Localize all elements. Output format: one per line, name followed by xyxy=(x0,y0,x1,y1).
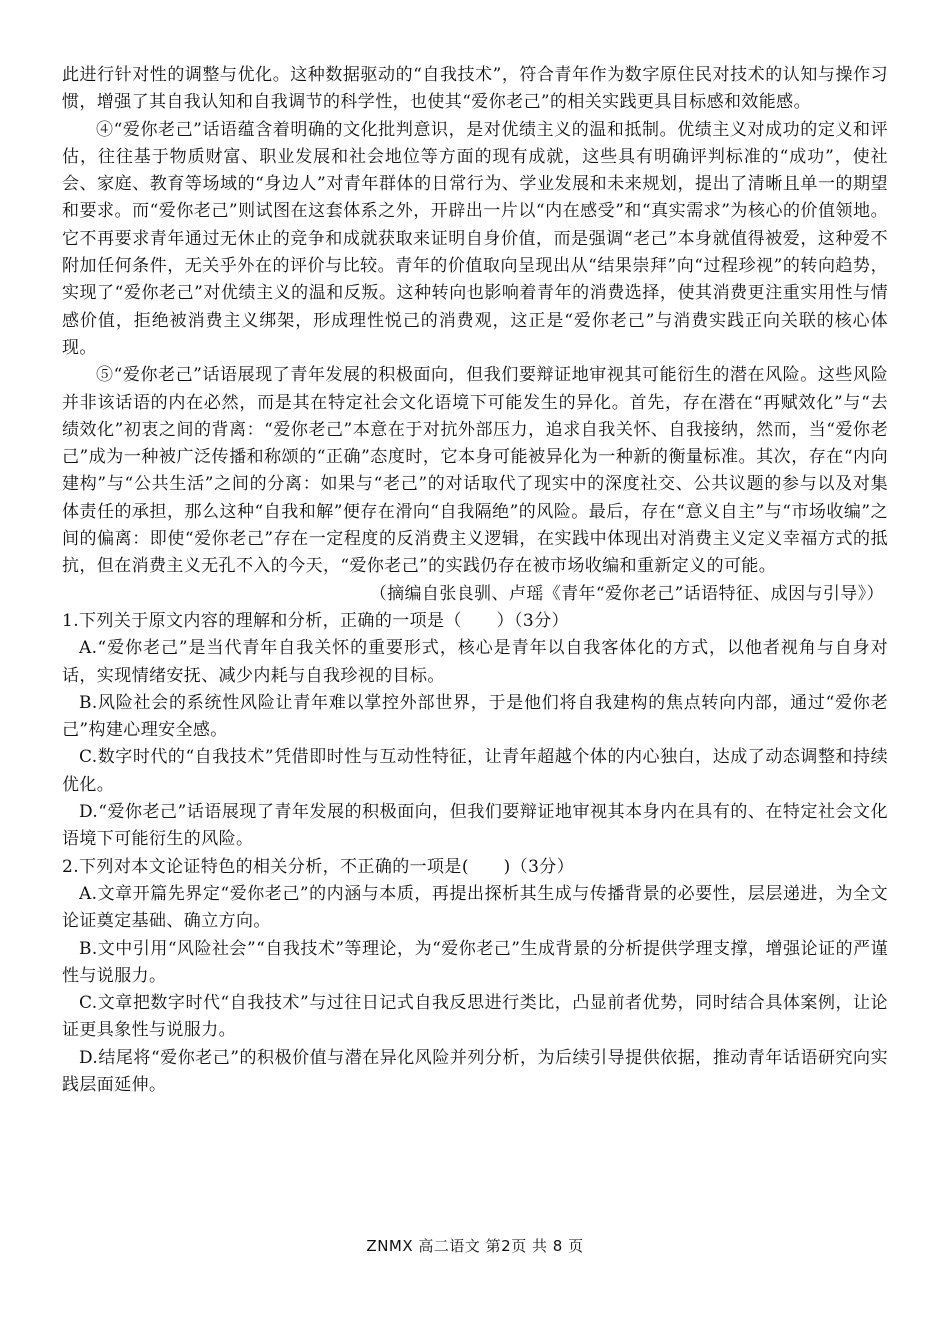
question-2-option-c: C.文章把数字时代“自我技术”与过往日记式自我反思进行类比，凸显前者优势，同时结合具体案例，让论证更具象性与说服力。 xyxy=(62,993,888,1041)
question-1-option-c: C.数字时代的“自我技术”凭借即时性与互动性特征，让青年超越个体的内心独白，达成了动态调整和持续优化。 xyxy=(62,747,888,795)
exam-page xyxy=(62,62,888,1099)
question-1-stem: 1.下列关于原文内容的理解和分析，正确的一项是（ ）（3分） xyxy=(62,610,569,631)
article-paragraph-4: ④“爱你老己”话语蕴含着明确的文化批判意识，是对优绩主义的温和抵制。优绩主义对成功的定义和评估，往往基于物质财富、职业发展和社会地位等方面的现有成就，这些具有明确评判标准的“成功”，使社会、家庭、教育等场域的“身边人”对青年群体的日常行为、学业发展和未来规划，提出了清晰且单一的期望和要求。而“爱你老己”则试图在这套体系之外，开辟出一片以“内在感受”和“真实需求”为核心的价值领地。它不再要求青年通过无休止的竞争和成就获取来证明自身价值，而是强调“老己”本身就值得被爱，这种爱不附加任何条件，无关乎外在的评价与比较。青年的价值取向呈现出从“结果崇拜”向“过程珍视”的转向趋势，实现了“爱你老己”对优绩主义的温和反叛。这种转向也影响着青年的消费选择，使其消费更注重实用性与情感价值，拒绝被消费主义绑架，形成理性悦己的消费观，这正是“爱你老己”与消费实践正向关联的核心体现。 xyxy=(62,119,888,358)
question-1-option-b: B.风险社会的系统性风险让青年难以掌控外部世界，于是他们将自我建构的焦点转向内部，通过“爱你老己”构建心理安全感。 xyxy=(62,692,888,741)
question-2-option-b: B.文中引用“风险社会”“自我技术”等理论，为“爱你老己”生成背景的分析提供学理支撑，增强论证的严谨性与说服力。 xyxy=(62,938,888,986)
article-paragraph-5: ⑤“爱你老己”话语展现了青年发展的积极面向，但我们要辩证地审视其可能衍生的潜在风险。这些风险并非该话语的内在必然，而是其在特定社会文化语境下可能发生的异化。首先，存在潜在“再赋效化”与“去绩效化”初衷之间的背离：“爱你老己”本意在于对抗外部压力，追求自我关怀、自我接纳，然而，当“爱你老己”成为一种被广泛传播和称颂的“正确”态度时，它本身可能被异化为一种新的衡量标准。其次，存在“内向建构”与“公共生活”之间的分离：如果与“老己”的对话取代了现实中的深度社交、公共议题的参与以及对集体责任的承担，那么这种“自我和解”便存在滑向“自我隔绝”的风险。最后，存在“意义自主”与“市场收编”之间的偏离：即使“爱你老己”存在一定程度的反消费主义逻辑，在实践中体现出对消费主义定义幸福方式的抵抗，但在消费主义无孔不入的今天，“爱你老己”的实践仍存在被市场收编和重新定义的可能。 xyxy=(62,365,888,577)
page-footer: ZNMX 高二语文 第2页 共 8 页 xyxy=(366,1237,584,1255)
question-2-option-d: D.结尾将“爱你老己”的积极价值与潜在异化风险并列分析，为后续引导提供依据，推动青年话语研究向实践层面延伸。 xyxy=(62,1047,888,1095)
article-paragraph-continued: 此进行针对性的调整与优化。这种数据驱动的“自我技术”，符合青年作为数字原住民对技术的认知与操作习惯，增强了其自我认知和自我调节的科学性，也使其“爱你老己”的相关实践更具目标感和效能感。 xyxy=(62,65,888,113)
question-2-option-a: A.文章开篇先界定“爱你老己”的内涵与本质，再提出探析其生成与传播背景的必要性，层层递进，为全文论证奠定基础、确立方向。 xyxy=(62,883,888,932)
question-1-option-a: A.“爱你老己”是当代青年自我关怀的重要形式，核心是青年以自我客体化的方式，以他者视角与自身对话，实现情绪安抚、减少内耗与自我珍视的目标。 xyxy=(62,638,888,686)
question-2 xyxy=(62,854,888,1100)
source-citation: （摘编自张良驯、卢瑶《青年“爱你老己”话语特征、成因与引导》） xyxy=(369,583,884,604)
question-1-option-d: D.“爱你老己”话语展现了青年发展的积极面向，但我们要辩证地审视其本身内在具有的、在特定社会文化语境下可能衍生的风险。 xyxy=(62,802,888,850)
question-2-stem: 2.下列对本文论证特色的相关分析，不正确的一项是( )（3分） xyxy=(62,856,575,877)
question-1 xyxy=(62,608,888,854)
